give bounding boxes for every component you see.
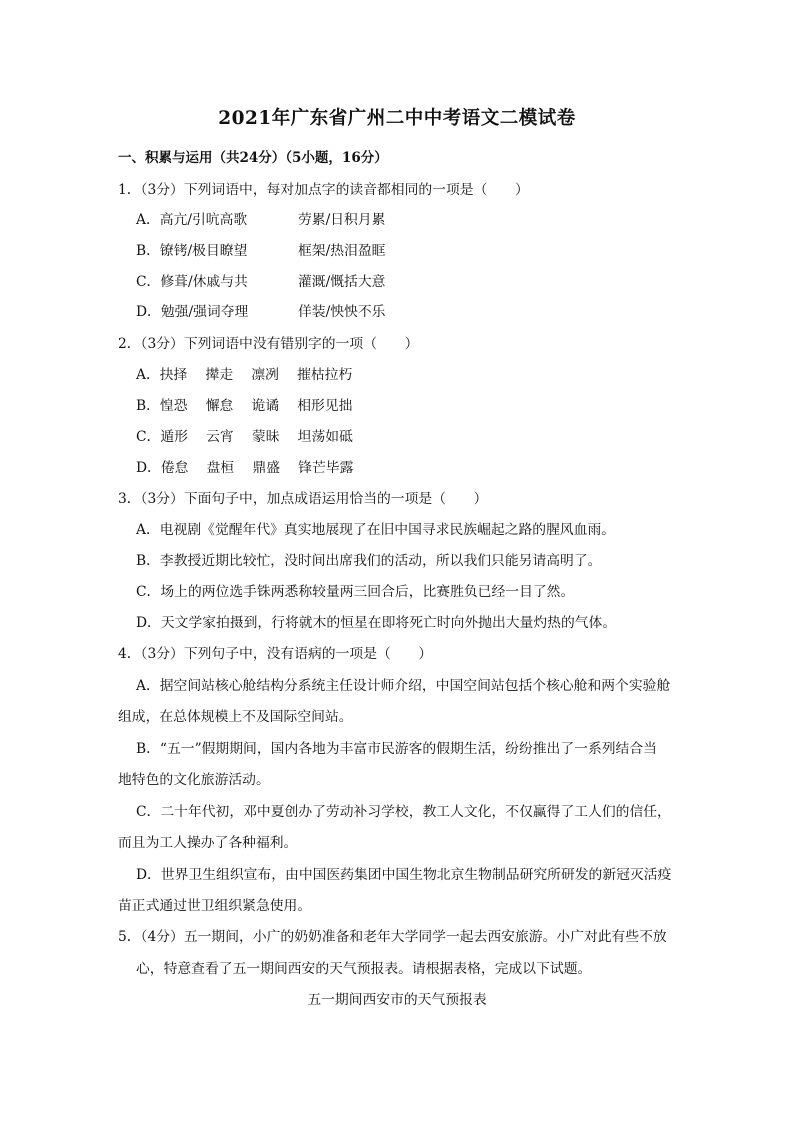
question-1-option-d-pair: 佯装/怏怏不乐 [298, 304, 386, 320]
question-4-option-c-cont: 而且为工人操办了各种福利。 [118, 835, 298, 851]
question-2-option-a: A．抉择 撵走 凛冽 摧枯拉朽 [136, 367, 353, 383]
question-1-option-b-pair: 框架/热泪盈眶 [298, 243, 386, 259]
question-4-option-a: A．据空间站核心舱结构分系统主任设计师介绍，中国空间站包括个核心舱和两个实验舱 [136, 678, 671, 694]
question-3-option-d: D．天文学家拍摄到，行将就木的恒星在即将死亡时向外抛出大量灼热的气体。 [136, 615, 617, 631]
question-4-option-d: D．世界卫生组织宣布，由中国医药集团中国生物北京生物制品研究所研发的新冠灭活疫 [136, 867, 672, 883]
question-4-option-b-cont: 地特色的文化旅游活动。 [118, 772, 270, 788]
weather-table-caption: 五一期间西安市的天气预报表 [307, 992, 487, 1008]
question-5-stem-cont: 心，特意查看了五一期间西安的天气预报表。请根据表格，完成以下试题。 [136, 961, 592, 977]
question-4-option-a-cont: 组成，在总体规模上不及国际空间站。 [118, 709, 353, 725]
question-2-stem: 2．（3分）下列词语中没有错别字的一项（ ） [118, 336, 419, 352]
question-4-stem: 4．（3分）下列句子中，没有语病的一项是（ ） [118, 646, 433, 662]
question-1-option-c: C．修葺/休戚与共 [136, 274, 248, 290]
question-3-stem: 3．（3分）下面句子中，加点成语运用恰当的一项是（ ） [118, 491, 488, 507]
question-1-stem: 1．（3分）下列词语中，每对加点字的读音都相同的一项是（ ） [118, 182, 529, 198]
question-5-stem: 5．（4分）五一期间，小广的奶奶准备和老年大学同学一起去西安旅游。小广对此有些不放 [118, 929, 667, 945]
question-1-option-b: B．镣铐/极目瞭望 [136, 243, 248, 259]
question-2-option-b: B．惶恐 懈怠 诡谲 相形见拙 [136, 398, 353, 414]
question-1-option-a: A．高亢/引吭高歌 [136, 212, 248, 228]
question-4-option-c: C．二十年代初，邓中夏创办了劳动补习学校，教工人文化，不仅赢得了工人们的信任， [136, 804, 671, 820]
question-4-option-d-cont: 苗正式通过世卫组织紧急使用。 [118, 898, 312, 914]
question-1-option-c-pair: 灌溉/慨括大意 [298, 274, 386, 290]
question-4-option-b: B．“五一”假期期间，国内各地为丰富市民游客的假期生活，纷纷推出了一系列结合当 [136, 741, 657, 757]
question-3-option-c: C．场上的两位选手铢两悉称较量两三回合后，比赛胜负已经一目了然。 [136, 584, 575, 600]
question-3-option-b: B．李教授近期比较忙，没时间出席我们的活动，所以我们只能另请高明了。 [136, 553, 602, 569]
question-3-option-a: A．电视剧《觉醒年代》真实地展现了在旧中国寻求民族崛起之路的腥风血雨。 [136, 522, 616, 538]
question-1-option-d: D．勉强/强词夺理 [136, 304, 249, 320]
question-1-option-a-pair: 劳累/日积月累 [298, 212, 386, 228]
question-2-option-d: D．倦怠 盘桓 鼎盛 锋芒毕露 [136, 460, 354, 476]
page-title: 2021年广东省广州二中中考语文二模试卷 [218, 108, 576, 129]
section-heading: 一、积累与运用（共24分）（5小题，16分） [118, 150, 388, 166]
question-2-option-c: C．遁形 云宵 蒙昧 坦荡如砥 [136, 429, 353, 445]
